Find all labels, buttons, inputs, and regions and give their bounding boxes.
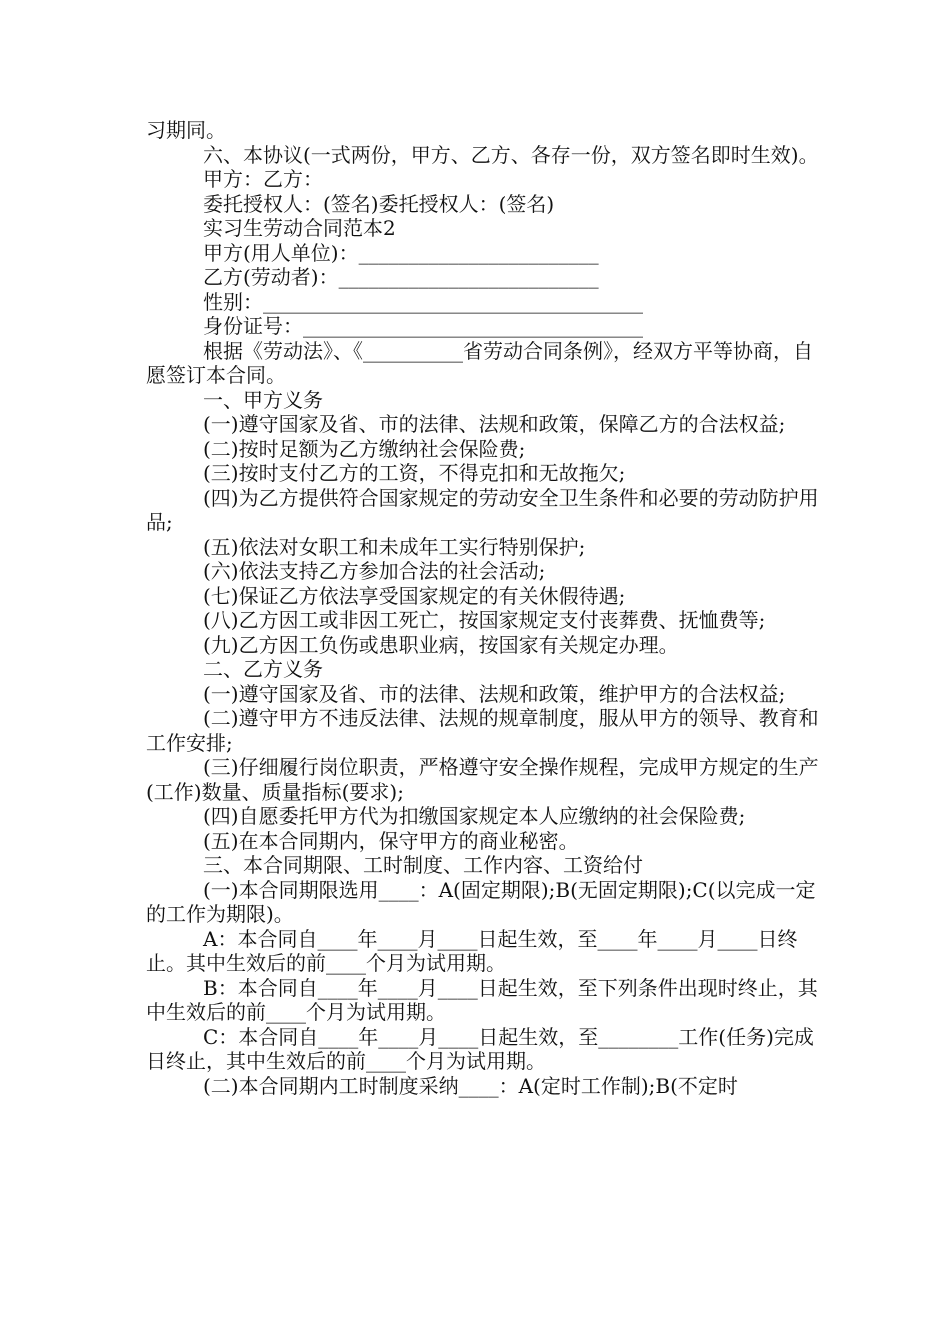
clause: B：本合同自____年____月____日起生效，至下列条件出现时终止，其中生效后的前____个月为试用期。	[146, 975, 818, 1024]
clause: (一)遵守国家及省、市的法律、法规和政策，保障乙方的合法权益;	[203, 412, 786, 436]
section-heading: 一、甲方义务	[203, 387, 323, 412]
document-body	[146, 118, 826, 1098]
form-field: 甲方(用人单位)：________________________	[203, 240, 599, 265]
clause: (九)乙方因工负伤或患职业病，按国家有关规定办理。	[203, 632, 679, 657]
paragraph: 习期同。	[146, 118, 226, 142]
section-title: 实习生劳动合同范本2	[203, 216, 396, 240]
section-heading: 二、乙方义务	[203, 657, 323, 681]
form-field: 性别：______________________________________	[203, 289, 643, 314]
clause: (八)乙方因工或非因工死亡，按国家规定支付丧葬费、抚恤费等;	[203, 608, 766, 632]
clause: (四)自愿委托甲方代为扣缴国家规定本人应缴纳的社会保险费;	[203, 804, 746, 828]
clause: (二)按时足额为乙方缴纳社会保险费;	[203, 436, 526, 461]
clause: (一)本合同期限选用____：A(固定期限);B(无固定期限);C(以完成一定的工作为期限)。	[146, 877, 816, 926]
section-heading: 三、本合同期限、工时制度、工作内容、工资给付	[203, 853, 643, 877]
form-field: 身份证号：__________________________________	[203, 314, 643, 338]
form-field: 乙方(劳动者)：__________________________	[203, 265, 599, 289]
clause: (二)遵守甲方不违反法律、法规的规章制度，服从甲方的领导、教育和工作安排;	[146, 706, 819, 755]
clause: (七)保证乙方依法享受国家规定的有关休假待遇;	[203, 583, 626, 608]
paragraph: 甲方：乙方：	[203, 167, 323, 191]
clause: C：本合同自____年____月____日起生效，至________工作(任务)完成日终止，其中生效后的前____个月为试用期。	[146, 1024, 814, 1073]
paragraph: 根据《劳动法》、《__________省劳动合同条例》，经双方平等协商，自愿签订本合同。	[146, 338, 813, 387]
clause: (六)依法支持乙方参加合法的社会活动;	[203, 559, 546, 583]
clause: (五)依法对女职工和未成年工实行特别保护;	[203, 534, 586, 559]
clause: (三)按时支付乙方的工资，不得克扣和无故拖欠;	[203, 461, 626, 485]
clause: (五)在本合同期内，保守甲方的商业秘密。	[203, 828, 579, 853]
clause: (四)为乙方提供符合国家规定的劳动安全卫生条件和必要的劳动防护用品;	[146, 485, 819, 534]
clause: (三)仔细履行岗位职责，严格遵守安全操作规程，完成甲方规定的生产(工作)数量、质量指标(要求);	[146, 755, 819, 804]
paragraph: 委托授权人：(签名)委托授权人：(签名)	[203, 191, 555, 216]
paragraph: 六、本协议(一式两份，甲方、乙方、各存一份，双方签名即时生效)。	[203, 142, 819, 167]
clause: (二)本合同期内工时制度采纳____：A(定时工作制);B(不定时	[203, 1073, 738, 1098]
clause: (一)遵守国家及省、市的法律、法规和政策，维护甲方的合法权益;	[203, 681, 786, 706]
clause: A：本合同自____年____月____日起生效，至____年____月____日终止。其中生效后的前____个月为试用期。	[146, 926, 798, 975]
